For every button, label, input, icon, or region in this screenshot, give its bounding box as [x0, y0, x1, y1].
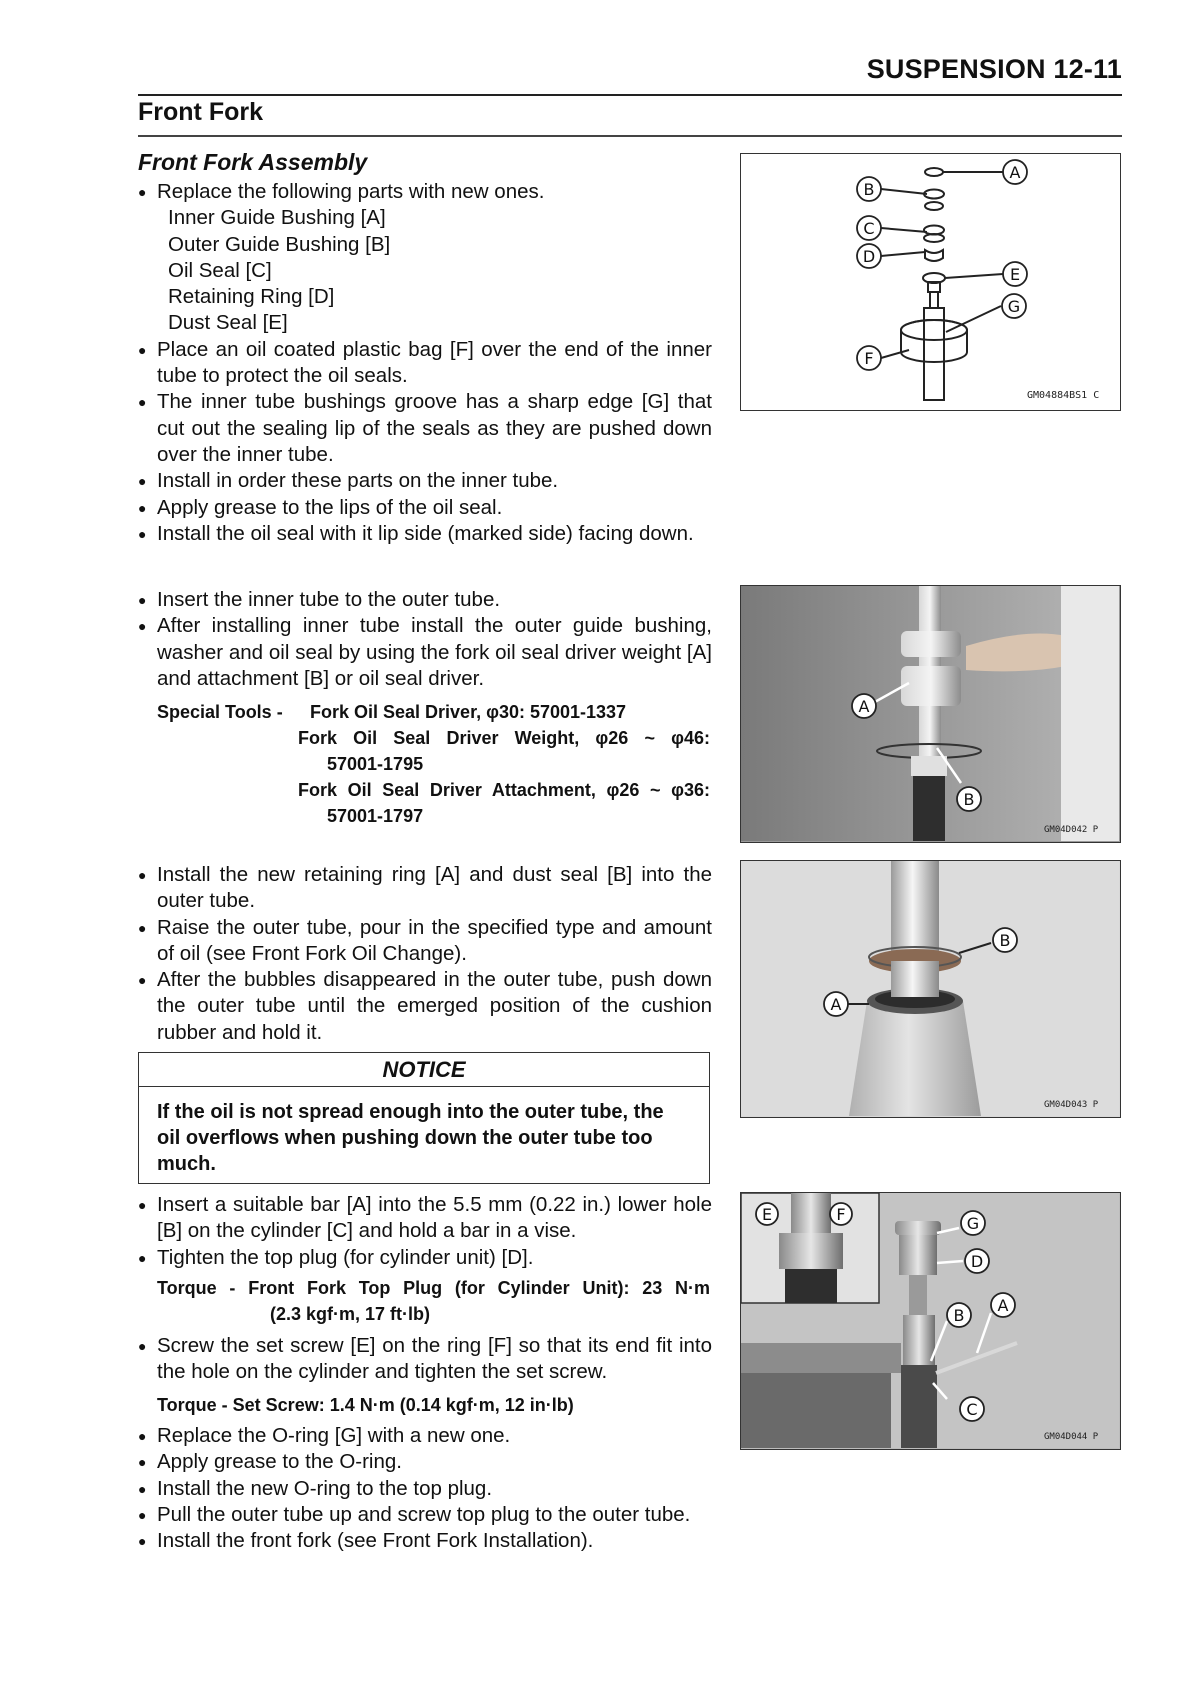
- callout-e: E: [1009, 265, 1021, 284]
- callout-e: E: [761, 1205, 773, 1224]
- callout-f: F: [864, 349, 874, 368]
- page-header: SUSPENSION 12-11: [866, 54, 1122, 84]
- notice-box: [138, 1052, 710, 1184]
- callout-b: B: [999, 931, 1011, 950]
- bullet-item: ● Install the oil seal with it lip side (marked side) facing down.: [138, 521, 694, 545]
- callout-d: D: [862, 247, 876, 266]
- bullet-item: ● Insert a suitable bar [A] into the 5.5 mm (0.22 in.) lower hole [B] on the cylinder [C] and hold a bar in a vise.: [138, 1193, 712, 1243]
- torque-spec: Torque - Front Fork Top Plug (for Cylinder Unit): 23 N·m: [157, 1278, 710, 1298]
- figure-photo-dust-seal: [740, 860, 1121, 1118]
- notice-body: If the oil is not spread enough into the outer tube, the oil overflows when pushing down the outer tube too much.: [157, 1101, 664, 1175]
- callout-g: G: [1007, 297, 1021, 316]
- torque-spec-cont: (2.3 kgf·m, 17 ft·lb): [270, 1304, 431, 1324]
- callout-a: A: [1009, 163, 1021, 182]
- part-item: Outer Guide Bushing [B]: [168, 232, 391, 256]
- bullet-item: ● Replace the following parts with new ones.: [138, 180, 545, 203]
- bullet-item: ● Pull the outer tube up and screw top plug to the outer tube.: [138, 1502, 691, 1526]
- block-3: [138, 862, 712, 1046]
- block-4a: [138, 1192, 712, 1271]
- bullet-item: ● Place an oil coated plastic bag [F] over the end of the inner tube to protect the oil seals.: [138, 337, 712, 388]
- torque-spec: Torque - Set Screw: 1.4 N·m (0.14 kgf·m, 12 in·lb): [157, 1395, 574, 1415]
- block-4b: [138, 1333, 712, 1386]
- bullet-item: ● Raise the outer tube, pour in the specified type and amount of oil (see Front Fork Oil Change).: [138, 915, 712, 965]
- bullet-item: ● After the bubbles disappeared in the outer tube, push down the outer tube until the emerged position of the cushion rubber and hold it.: [138, 968, 712, 1044]
- special-tool-item: Fork Oil Seal Driver Attachment, φ26 ~ φ36:: [298, 780, 710, 800]
- figure-photo-top-plug: [740, 1192, 1121, 1450]
- bullet-item: ● Replace the O-ring [G] with a new one.: [138, 1424, 511, 1447]
- part-item: Inner Guide Bushing [A]: [168, 206, 386, 230]
- bullet-item: ● Screw the set screw [E] on the ring [F] so that its end fit into the hole on the cylinder and tighten the set screw.: [138, 1334, 712, 1384]
- callout-d: D: [970, 1252, 984, 1271]
- callout-a: A: [997, 1296, 1009, 1315]
- special-tool-item: Fork Oil Seal Driver Weight, φ26 ~ φ46:: [298, 728, 710, 748]
- special-tools-label: Special Tools -: [157, 702, 283, 722]
- figure-code: GM04884BS1 C: [1027, 390, 1100, 401]
- callout-g: G: [966, 1214, 980, 1233]
- callout-b: B: [863, 180, 875, 199]
- block-4c: [138, 1423, 712, 1554]
- special-tool-number: 57001-1797: [327, 806, 424, 826]
- section-title: Front Fork: [138, 98, 263, 126]
- bullet-item: ● Install the new O-ring to the top plug.: [138, 1476, 493, 1500]
- bullet-item: ● Install the front fork (see Front Fork Installation).: [138, 1529, 594, 1553]
- bullet-item: ● Install the new retaining ring [A] and dust seal [B] into the outer tube.: [138, 863, 712, 913]
- special-tool-number: 57001-1795: [327, 754, 424, 774]
- figure-code: GM04D042 P: [1044, 825, 1099, 835]
- block-2: [138, 587, 712, 692]
- callout-b: B: [963, 790, 975, 809]
- bullet-item: ● The inner tube bushings groove has a sharp edge [G] that cut out the sealing lip of the seals as they are pushed down over the inner tube.: [138, 390, 712, 466]
- callout-b: B: [953, 1306, 965, 1325]
- figure-code: GM04D044 P: [1044, 1432, 1099, 1442]
- callout-a: A: [858, 697, 870, 716]
- part-item: Dust Seal [E]: [168, 311, 288, 335]
- header-rule: [138, 94, 1122, 96]
- figure-exploded-parts: [740, 153, 1121, 411]
- section-rule: [138, 135, 1122, 137]
- part-item: Oil Seal [C]: [168, 258, 272, 282]
- bullet-item: ● Install in order these parts on the inner tube.: [138, 469, 559, 493]
- bullet-item: ● Tighten the top plug (for cylinder unit) [D].: [138, 1245, 534, 1269]
- block-1: [138, 179, 712, 547]
- callout-f: F: [836, 1205, 846, 1224]
- callout-a: A: [830, 995, 842, 1014]
- callout-c: C: [863, 219, 875, 238]
- bullet-item: ● Insert the inner tube to the outer tube.: [138, 588, 501, 611]
- bullet-item: ● After installing inner tube install the outer guide bushing, washer and oil seal by using the fork oil seal driver weight [A] and attachment [B] or oil seal driver.: [138, 614, 712, 690]
- callout-c: C: [966, 1400, 978, 1419]
- figure-code: GM04D043 P: [1044, 1100, 1099, 1110]
- notice-heading: NOTICE: [139, 1053, 709, 1087]
- subsection-title: Front Fork Assembly: [138, 149, 368, 175]
- bullet-item: ● Apply grease to the O-ring.: [138, 1450, 402, 1474]
- bullet-item: ● Apply grease to the lips of the oil seal.: [138, 495, 503, 519]
- special-tool-item: Fork Oil Seal Driver, φ30: 57001-1337: [310, 702, 627, 722]
- figure-photo-seal-driver: [740, 585, 1121, 843]
- part-item: Retaining Ring [D]: [168, 285, 335, 309]
